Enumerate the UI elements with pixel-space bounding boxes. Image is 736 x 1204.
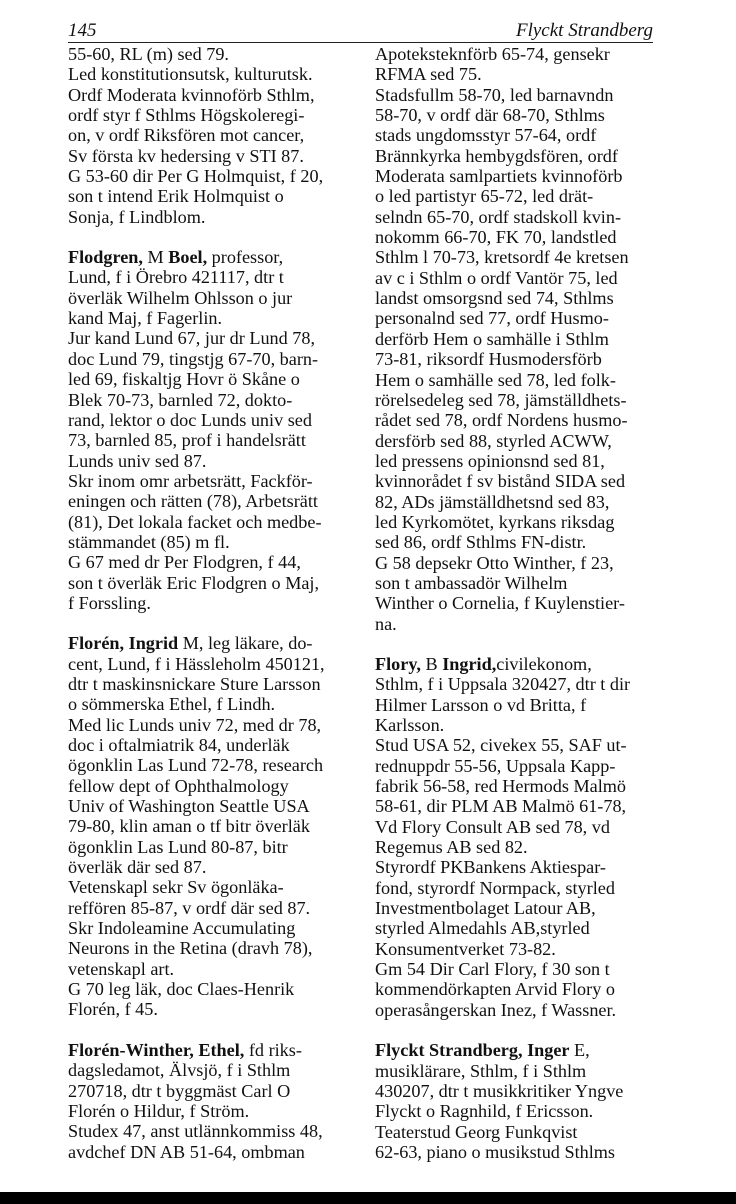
- text-line: kand Maj, f Fagerlin.: [68, 308, 223, 329]
- text-line: G 53-60 dir Per G Holmquist, f 20,: [68, 166, 324, 187]
- text-line: Moderata samlpartiets kvinnoförb: [375, 166, 623, 187]
- text-line: 58-61, dir PLM AB Malmö 61-78,: [375, 796, 627, 817]
- text-line: dersförb sed 88, styrled ACWW,: [375, 430, 612, 451]
- text-line: rand, lektor o doc Lunds univ sed: [68, 409, 312, 430]
- entry-name: Flyckt Strandberg, Inger: [375, 1040, 570, 1061]
- text-line: överläk Wilhelm Ohlsson o jur: [68, 287, 293, 308]
- text-line: Stadsfullm 58-70, led barnavndn: [375, 84, 614, 105]
- text-line: led pressens opinionsnd sed 81,: [375, 450, 605, 471]
- text-line: doc i oftalmiatrik 84, underläk: [68, 735, 290, 755]
- text-line: Neurons in the Retina (dravh 78),: [68, 938, 313, 959]
- text-line: Sthlm, f i Uppsala 320427, dtr t dir: [375, 674, 631, 695]
- text-line: personalnd sed 77, ordf Husmo-: [375, 308, 609, 329]
- text-line: Investmentbolaget Latour AB,: [375, 898, 596, 919]
- text-line: Apoteksteknförb 65-74, gensekr: [375, 44, 610, 64]
- text-line: son t intend Erik Holmquist o: [68, 186, 284, 207]
- text-line: on, v ordf Riksfören mot cancer,: [68, 125, 305, 146]
- text-line: vetenskapl art.: [68, 958, 175, 979]
- text-line: dtr t maskinsnickare Sture Larsson: [68, 673, 321, 694]
- text-line: reffören 85-87, v ordf där sed 87.: [68, 897, 311, 918]
- text-line: Flory, B Ingrid,civilekonom,: [375, 653, 592, 674]
- text-line: rednuppdr 55-56, Uppsala Kapp-: [375, 755, 616, 776]
- text-line: Gm 54 Dir Carl Flory, f 30 son t: [375, 959, 610, 980]
- running-head: Flyckt Strandberg: [515, 20, 653, 41]
- text-line: operasångerskan Inez, f Wassner.: [375, 999, 617, 1020]
- text-line: Studex 47, anst utlännkommiss 48,: [68, 1121, 323, 1142]
- text-line: eningen och rätten (78), Arbetsrätt: [68, 491, 318, 512]
- text-line: Winther o Cornelia, f Kuylenstier-: [375, 593, 625, 614]
- text-line: kvinnorådet f sv bistånd SIDA sed: [375, 471, 626, 492]
- text-line: Flyckt Strandberg, Inger E,: [375, 1040, 590, 1061]
- text-line: Sthlm l 70-73, kretsordf 4e kretsen: [375, 247, 629, 268]
- text-line: Hem o samhälle sed 78, led folk-: [375, 369, 616, 390]
- text-line: 58-70, v ordf där 68-70, Sthlms: [375, 105, 605, 126]
- text-line: sed 86, ordf Sthlms FN-distr.: [375, 532, 587, 553]
- text-line: styrled Almedahls AB,styrled: [375, 918, 590, 939]
- text-line: dagsledamot, Älvsjö, f i Sthlm: [68, 1060, 291, 1081]
- text-line: na.: [375, 613, 397, 634]
- text-line: selndn 65-70, ordf stadskoll kvin-: [375, 206, 622, 227]
- page-header: [68, 16, 653, 43]
- text-line: Florén, Ingrid M, leg läkare, do-: [68, 633, 313, 654]
- text-line: 79-80, klin aman o tf bitr överläk: [68, 816, 310, 837]
- entry-name: Florén-Winther, Ethel,: [68, 1039, 245, 1060]
- text-line: 62-63, piano o musikstud Sthlms: [375, 1141, 615, 1162]
- text-line: nokomm 66-70, FK 70, landstled: [375, 227, 617, 248]
- entry-name: Ingrid,: [442, 653, 497, 674]
- text-line: G 58 depsekr Otto Winther, f 23,: [375, 552, 614, 573]
- text-line: Florén o Hildur, f Ström.: [68, 1100, 250, 1121]
- text-line: Lund, f i Örebro 421117, dtr t: [68, 267, 284, 288]
- left-column: [68, 44, 360, 1162]
- text-line: Blek 70-73, barnled 72, dokto-: [68, 389, 293, 410]
- text-line: ögonklin Las Lund 72-78, research: [68, 755, 324, 776]
- text-line: rörelsedeleg sed 78, jämställdhets-: [375, 389, 627, 410]
- text-line: Flodgren, M Boel, professor,: [68, 247, 284, 268]
- text-line: 73, barnled 85, prof i handelsrätt: [68, 430, 306, 451]
- text-line: Ordf Moderata kvinnoförb Sthlm,: [68, 84, 315, 105]
- text-line: landst omsorgsnd sed 74, Sthlms: [375, 288, 614, 309]
- text-line: Regemus AB sed 82.: [375, 837, 528, 858]
- entry-name: Boel,: [168, 247, 208, 268]
- text-line: 270718, dtr t byggmäst Carl O: [68, 1080, 291, 1101]
- text-line: Sonja, f Lindblom.: [68, 206, 206, 227]
- entry-name: Flodgren,: [68, 247, 143, 268]
- entry-gap: [68, 227, 360, 247]
- text-line: 73-81, riksordf Husmodersförb: [375, 349, 602, 370]
- text-line: fellow dept of Ophthalmology: [68, 775, 289, 796]
- entry-name: Flory,: [375, 653, 421, 674]
- text-line: son t överläk Eric Flodgren o Maj,: [68, 572, 320, 593]
- text-line: G 70 leg läk, doc Claes-Henrik: [68, 979, 295, 1000]
- text-line: stads ungdomsstyr 57-64, ordf: [375, 125, 597, 146]
- text-line: Teaterstud Georg Funkqvist: [375, 1121, 578, 1142]
- entry-gap: [68, 613, 360, 633]
- text-line: Vetenskapl sekr Sv ögonläka-: [68, 877, 284, 898]
- entry-name: Florén, Ingrid: [68, 633, 179, 654]
- text-line: Sv första kv hedersing v STI 87.: [68, 145, 304, 166]
- entry-gap: [375, 634, 665, 654]
- text-line: kommendörkapten Arvid Flory o: [375, 979, 615, 1000]
- text-line: son t ambassadör Wilhelm: [375, 572, 568, 593]
- text-line: 82, ADs jämställdhetsnd sed 83,: [375, 491, 610, 512]
- text-line: ordf styr f Sthlms Högskoleregi-: [68, 105, 305, 126]
- text-line: Jur kand Lund 67, jur dr Lund 78,: [68, 328, 316, 349]
- text-line: ögonklin Las Lund 80-87, bitr: [68, 836, 288, 857]
- entry-gap: [375, 1020, 665, 1040]
- text-line: fabrik 56-58, red Hermods Malmö: [375, 776, 627, 797]
- entry-gap: [68, 1020, 360, 1040]
- text-line: doc Lund 79, tingstjg 67-70, barn-: [68, 348, 319, 369]
- text-line: stämmandet (85) m fl.: [68, 531, 230, 552]
- text-line: 430207, dtr t musikkritiker Yngve: [375, 1080, 624, 1101]
- text-line: Florén-Winther, Ethel, fd riks-: [68, 1039, 302, 1060]
- text-line: o sömmerska Ethel, f Lindh.: [68, 694, 276, 715]
- text-line: Styrordf PKBankens Aktiespar-: [375, 857, 606, 878]
- text-line: Lunds univ sed 87.: [68, 450, 207, 471]
- text-line: Led konstitutionsutsk, kulturutsk.: [68, 64, 313, 85]
- text-line: cent, Lund, f i Hässleholm 450121,: [68, 653, 325, 674]
- text-line: musiklärare, Sthlm, f i Sthlm: [375, 1060, 587, 1081]
- text-line: Flyckt o Ragnhild, f Ericsson.: [375, 1101, 594, 1122]
- text-line: Vd Flory Consult AB sed 78, vd: [375, 816, 610, 837]
- text-line: Konsumentverket 73-82.: [375, 938, 556, 959]
- text-line: avdchef DN AB 51-64, ombman: [68, 1141, 305, 1162]
- text-line: Hilmer Larsson o vd Britta, f: [375, 694, 587, 715]
- text-line: o led partistyr 65-72, led drät-: [375, 186, 594, 207]
- text-line: Med lic Lunds univ 72, med dr 78,: [68, 714, 322, 735]
- text-line: rådet sed 78, ordf Nordens husmo-: [375, 410, 628, 431]
- text-line: led Kyrkomötet, kyrkans riksdag: [375, 511, 615, 532]
- text-line: G 67 med dr Per Flodgren, f 44,: [68, 552, 301, 573]
- text-line: led 69, fiskaltjg Hovr ö Skåne o: [68, 369, 300, 390]
- text-line: Skr Indoleamine Accumulating: [68, 918, 296, 939]
- text-line: (81), Det lokala facket och medbe-: [68, 511, 322, 532]
- text-line: av c i Sthlm o ordf Vantör 75, led: [375, 267, 618, 288]
- text-line: Skr inom omr arbetsrätt, Fackför-: [68, 470, 313, 491]
- text-line: överläk där sed 87.: [68, 857, 207, 878]
- scan-edge-bar: [0, 1192, 736, 1204]
- text-line: Univ of Washington Seattle USA: [68, 796, 310, 817]
- text-line: derförb Hem o samhälle i Sthlm: [375, 328, 609, 349]
- text-line: fond, styrordf Normpack, styrled: [375, 877, 615, 898]
- page-number: 145: [68, 20, 97, 41]
- text-line: Karlsson.: [375, 715, 445, 735]
- text-line: Stud USA 52, civekex 55, SAF ut-: [375, 735, 627, 756]
- right-column: [375, 44, 665, 1162]
- text-line: RFMA sed 75.: [375, 64, 482, 85]
- text-line: f Forssling.: [68, 592, 151, 613]
- text-line: Florén, f 45.: [68, 999, 158, 1020]
- text-line: Brännkyrka hembygdsfören, ordf: [375, 145, 618, 166]
- text-line: 55-60, RL (m) sed 79.: [68, 44, 229, 64]
